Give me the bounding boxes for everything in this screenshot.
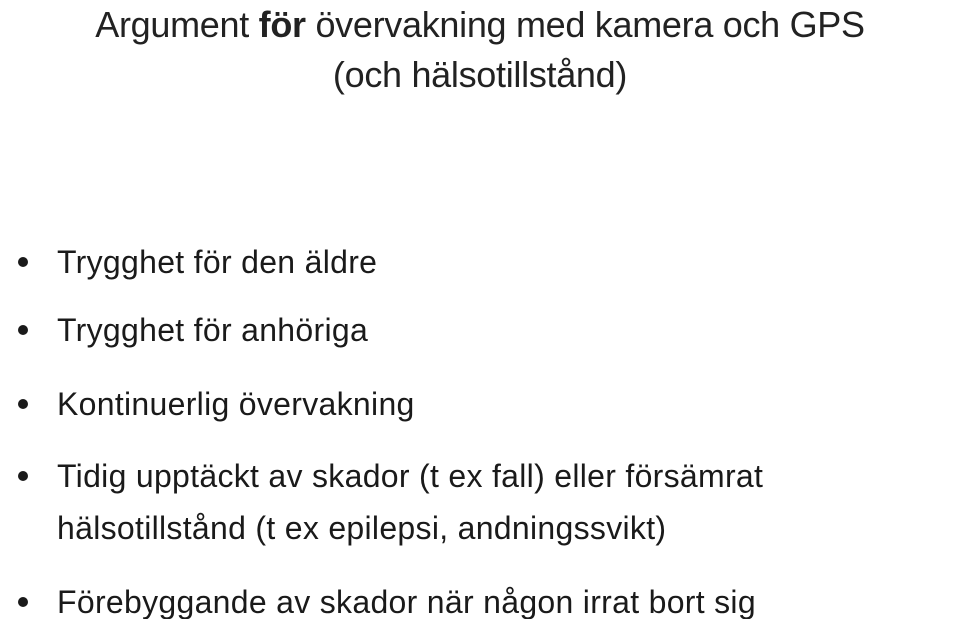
slide-title-line-2: (och hälsotillstånd) [332, 54, 628, 95]
bullet-dot-icon [18, 325, 28, 335]
bullet-item [57, 378, 937, 430]
bullet-text: Trygghet för den äldre [57, 244, 378, 280]
bullet-text-line-1: Tidig upptäckt av skador (t ex fall) eller försämrat [57, 458, 764, 494]
bullet-dot-icon [18, 471, 28, 481]
bullet-item [57, 304, 937, 356]
slide-title-prefix: Argument [95, 4, 249, 45]
bullet-text: Kontinuerlig övervakning [57, 386, 415, 422]
slide-title-rest: övervakning med kamera och GPS [315, 4, 865, 45]
bullet-text: Trygghet för anhöriga [57, 312, 369, 348]
bullet-dot-icon [18, 257, 28, 267]
slide-title-bold-word: för [258, 4, 306, 45]
bullet-item [57, 450, 937, 554]
bullet-dot-icon [18, 399, 28, 409]
bullet-item [57, 576, 937, 619]
bullet-text: Förebyggande av skador när någon irrat bort sig [57, 584, 756, 619]
bullet-item [57, 236, 937, 288]
bullet-dot-icon [18, 597, 28, 607]
bullet-text-line-2: hälsotillstånd (t ex epilepsi, andningssvikt) [57, 510, 667, 546]
